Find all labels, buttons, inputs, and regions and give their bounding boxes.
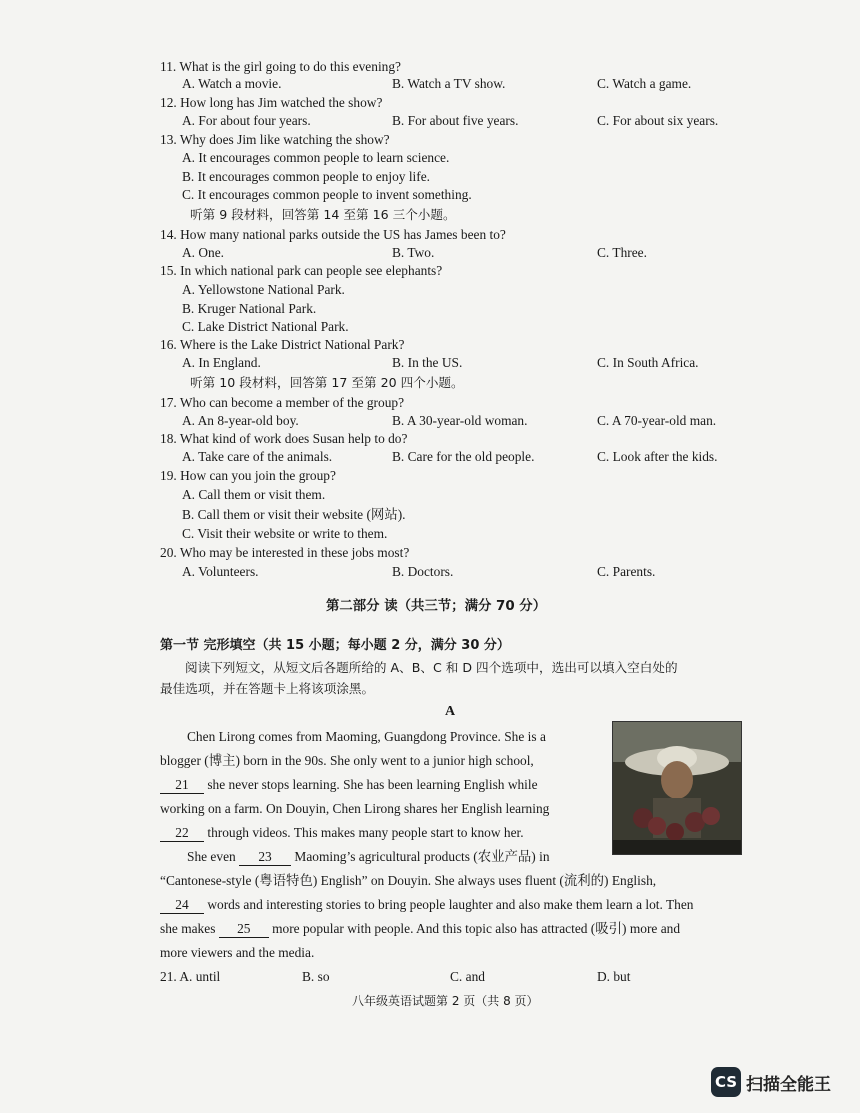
page-footer: 八年级英语试题第 2 页（共 8 页）	[352, 994, 539, 1008]
question-12-option-b: B. For about five years.	[392, 113, 519, 128]
question-18-option-b: B. Care for the old people.	[392, 449, 535, 464]
question-18-option-a: A. Take care of the animals.	[182, 449, 333, 464]
passage-text: She even	[187, 849, 240, 864]
passage-line: working on a farm. On Douyin, Chen Lirong shares her English learning	[160, 801, 550, 816]
blank-22: 22	[160, 824, 204, 842]
instruction-line-1: 阅读下列短文，从短文后各题所给的 A、B、C 和 D 四个选项中，选出可以填入空白处的	[185, 660, 678, 675]
question-21-option-d: D. but	[597, 969, 631, 984]
question-18-option-c: C. Look after the kids.	[597, 449, 718, 464]
question-20-stem: 20. Who may be interested in these jobs most?	[160, 545, 410, 560]
passage-text: words and interesting stories to bring people laughter and also make them learn a lot. Then	[204, 897, 694, 912]
question-13-option-c: C. It encourages common people to invent something.	[182, 187, 472, 202]
passage-line: Chen Lirong comes from Maoming, Guangdong Province. She is a	[187, 729, 546, 744]
listening-note-10: 听第 10 段材料，回答第 17 至第 20 四个小题。	[190, 375, 464, 390]
part2-heading: 第二部分 读（共三节；满分 70 分）	[326, 599, 547, 614]
question-11-option-c: C. Watch a game.	[597, 76, 692, 91]
question-19-stem: 19. How can you join the group?	[160, 468, 336, 483]
passage-line-blank-23	[187, 848, 550, 866]
passage-text: she never stops learning. She has been learning English while	[204, 777, 538, 792]
question-20-option-a: A. Volunteers.	[182, 564, 259, 579]
passage-text: more popular with people. And this topic also has attracted (吸引) more and	[268, 921, 681, 936]
section-title: 第一节 完形填空（共 15 小题；每小题 2 分，满分 30 分）	[160, 638, 510, 653]
question-16-option-b: B. In the US.	[392, 355, 463, 370]
passage-line-blank-22	[160, 824, 524, 842]
question-21-option-c: C. and	[450, 969, 485, 984]
passage-text: through videos. This makes many people start to know her.	[204, 825, 524, 840]
passage-line-blank-25	[160, 920, 680, 938]
question-17-option-a: A. An 8-year-old boy.	[182, 413, 299, 428]
listening-note-9: 听第 9 段材料，回答第 14 至第 16 三个小题。	[190, 207, 456, 222]
question-15-stem: 15. In which national park can people see elephants?	[160, 263, 443, 278]
passage-line-blank-24	[160, 896, 694, 914]
passage-text: she makes	[160, 921, 219, 936]
question-19-option-c: C. Visit their website or write to them.	[182, 526, 388, 541]
question-21-option-a: 21. A. until	[160, 969, 221, 984]
question-13-option-b: B. It encourages common people to enjoy life.	[182, 169, 431, 184]
question-17-option-b: B. A 30-year-old woman.	[392, 413, 528, 428]
blogger-photo	[612, 721, 742, 855]
question-12-option-a: A. For about four years.	[182, 113, 311, 128]
camscanner-logo-icon: CS	[711, 1067, 741, 1097]
question-20-option-b: B. Doctors.	[392, 564, 454, 579]
passage-line: more viewers and the media.	[160, 945, 315, 960]
question-12-stem: 12. How long has Jim watched the show?	[160, 95, 383, 110]
blank-21: 21	[160, 776, 204, 794]
question-15-option-c: C. Lake District National Park.	[182, 319, 349, 334]
passage-line: “Cantonese-style (粤语特色) English” on Douyin. She always uses fluent (流利的) English,	[160, 873, 657, 888]
question-16-stem: 16. Where is the Lake District National Park?	[160, 337, 405, 352]
passage-label: A	[445, 704, 456, 719]
blank-23: 23	[239, 848, 291, 866]
question-14-option-b: B. Two.	[392, 245, 435, 260]
question-16-option-a: A. In England.	[182, 355, 261, 370]
question-21-option-b: B. so	[302, 969, 330, 984]
question-13-stem: 13. Why does Jim like watching the show?	[160, 132, 390, 147]
question-19-option-a: A. Call them or visit them.	[182, 487, 326, 502]
passage-line: blogger (博主) born in the 90s. She only went to a junior high school,	[160, 753, 534, 768]
question-17-stem: 17. Who can become a member of the group?	[160, 395, 405, 410]
question-20-option-c: C. Parents.	[597, 564, 656, 579]
question-15-option-b: B. Kruger National Park.	[182, 301, 317, 316]
question-14-stem: 14. How many national parks outside the US has James been to?	[160, 227, 506, 242]
question-19-option-b: B. Call them or visit their website (网站).	[182, 507, 406, 522]
passage-text: Maoming’s agricultural products (农业产品) in	[291, 849, 550, 864]
instruction-line-2: 最佳选项，并在答题卡上将该项涂黑。	[160, 681, 375, 696]
question-17-option-c: C. A 70-year-old man.	[597, 413, 717, 428]
question-14-option-c: C. Three.	[597, 245, 647, 260]
question-11-stem: 11. What is the girl going to do this evening?	[160, 59, 401, 74]
blank-24: 24	[160, 896, 204, 914]
passage-line-blank-21	[160, 776, 538, 794]
question-18-stem: 18. What kind of work does Susan help to do?	[160, 431, 408, 446]
blank-25: 25	[219, 920, 269, 938]
question-15-option-a: A. Yellowstone National Park.	[182, 282, 345, 297]
question-14-option-a: A. One.	[182, 245, 225, 260]
camscanner-label: 扫描全能王	[746, 1075, 831, 1095]
question-13-option-a: A. It encourages common people to learn science.	[182, 150, 450, 165]
question-16-option-c: C. In South Africa.	[597, 355, 699, 370]
question-11-option-b: B. Watch a TV show.	[392, 76, 506, 91]
question-11-option-a: A. Watch a movie.	[182, 76, 282, 91]
question-12-option-c: C. For about six years.	[597, 113, 719, 128]
